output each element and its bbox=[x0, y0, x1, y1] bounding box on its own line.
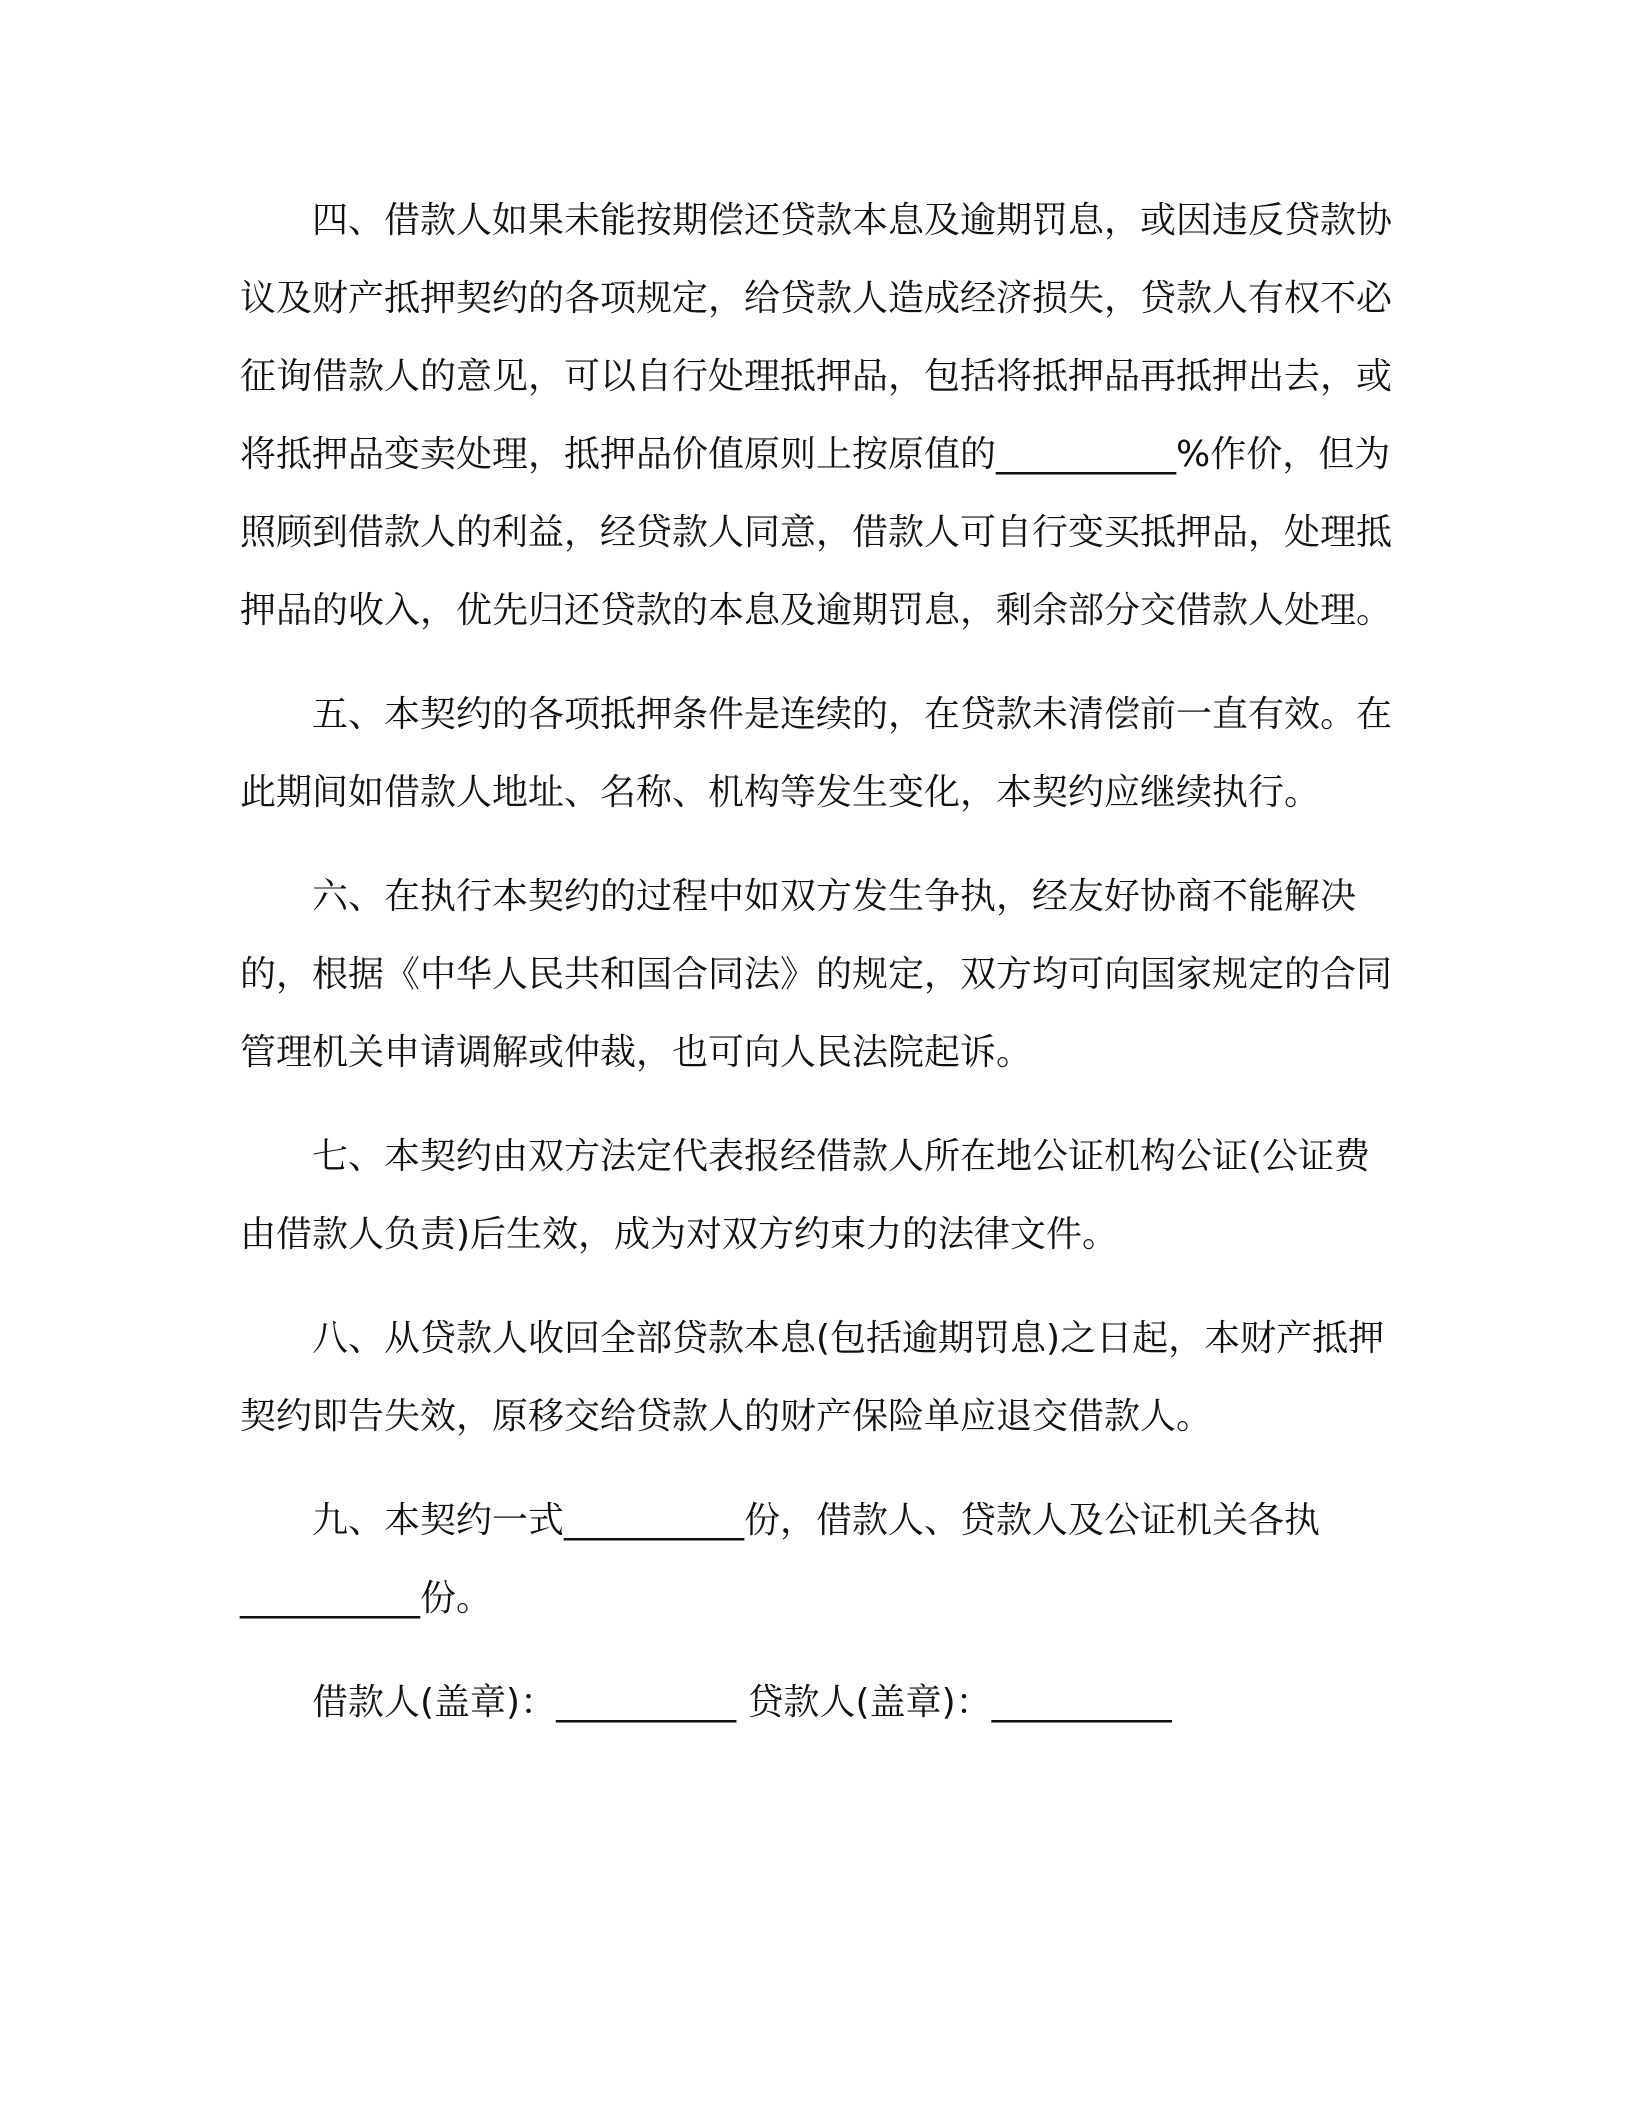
clause-9: 九、本契约一式__________份，借款人、贷款人及公证机关各执__________份。 bbox=[240, 1500, 1321, 1619]
clause-5: 五、本契约的各项抵押条件是连续的，在贷款未清偿前一直有效。在此期间如借款人地址、名称、机构等发生变化，本契约应继续执行。 bbox=[240, 694, 1393, 813]
clause-8: 八、从贷款人收回全部贷款本息(包括逾期罚息)之日起，本财产抵押契约即告失效，原移交给贷款人的财产保险单应退交借款人。 bbox=[240, 1318, 1385, 1437]
contract-page bbox=[240, 182, 1400, 1742]
clause-6: 六、在执行本契约的过程中如双方发生争执，经友好协商不能解决的，根据《中华人民共和国合同法》的规定，双方均可向国家规定的合同管理机关申请调解或仲裁，也可向人民法院起诉。 bbox=[240, 876, 1393, 1073]
signature-line: 借款人(盖章)：__________ 贷款人(盖章)：__________ bbox=[312, 1682, 1172, 1723]
clause-4: 四、借款人如果未能按期偿还贷款本息及逾期罚息，或因违反贷款协议及财产抵押契约的各项规定，给贷款人造成经济损失，贷款人有权不必征询借款人的意见，可以自行处理抵押品，包括将抵押品再抵押出去，或将抵押品变卖处理，抵押品价值原则上按原值的__________%作价，但为照顾到借款人的利益，经贷款人同意，借款人可自行变买抵押品，处理抵押品的收入，优先归还贷款的本息及逾期罚息，剩余部分交借款人处理。 bbox=[240, 200, 1393, 631]
clause-7: 七、本契约由双方法定代表报经借款人所在地公证机构公证(公证费由借款人负责)后生效，成为对双方约束力的法律文件。 bbox=[240, 1136, 1371, 1255]
